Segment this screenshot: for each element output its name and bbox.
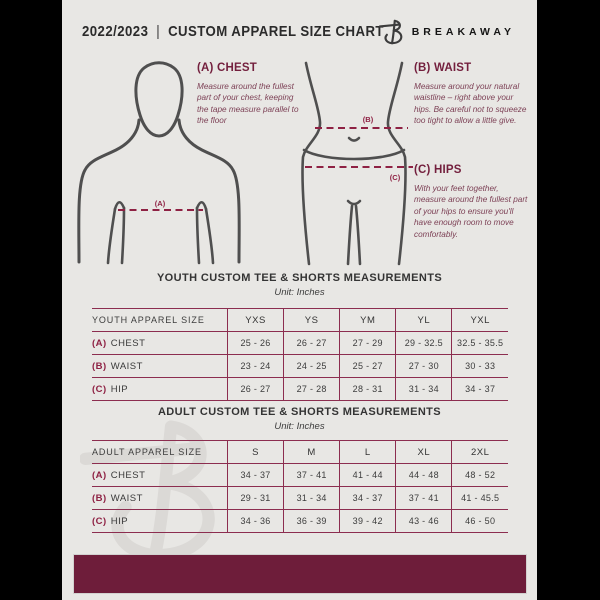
measurement-name: WAIST — [110, 360, 143, 372]
measurement-value: 31 - 34 — [284, 487, 340, 510]
measurement-name: WAIST — [110, 492, 143, 504]
left-armpit — [115, 202, 124, 209]
right-shoulder-arm — [179, 120, 239, 262]
size-column-header: 2XL — [452, 441, 508, 464]
brand-name: BREAKAWAY — [411, 26, 515, 38]
waist-line-label: (B) — [362, 115, 374, 124]
youth-size-table — [92, 308, 508, 401]
breakaway-b-logo-icon — [379, 18, 405, 46]
measurement-value: 34 - 37 — [452, 378, 508, 401]
measurement-label — [92, 510, 228, 533]
chest-body-text: Measure around the fullest part of your chest, keeping the tape measure parallel to the floor — [197, 82, 299, 126]
table-header-row — [92, 309, 508, 332]
waist-instructions — [414, 62, 530, 127]
page-title — [82, 23, 384, 40]
measurement-value: 41 - 45.5 — [452, 487, 508, 510]
measurement-value: 31 - 34 — [396, 378, 452, 401]
measurement-row — [92, 510, 508, 533]
left-shoulder-arm — [79, 120, 139, 262]
right-torso-side — [197, 208, 199, 263]
chest-instructions — [197, 62, 301, 127]
measurement-value: 41 - 44 — [340, 464, 396, 487]
adult-size-table — [92, 440, 508, 533]
measurement-value: 43 - 46 — [396, 510, 452, 533]
hips-body-text: With your feet together, measure around the fullest part of your hips to ensure you'll have enough room to move comfortably. — [414, 184, 528, 239]
brand-lockup — [379, 18, 515, 46]
measurement-name: HIP — [110, 515, 129, 527]
measurement-row — [92, 332, 508, 355]
waist-heading: (B) WAIST — [414, 62, 472, 74]
measurement-value: 27 - 29 — [340, 332, 396, 355]
youth-section-title: YOUTH CUSTOM TEE & SHORTS MEASUREMENTS — [156, 272, 443, 284]
measurement-letter: (C) — [92, 515, 107, 527]
hips-heading: (C) HIPS — [414, 164, 462, 176]
size-column-header: S — [228, 441, 284, 464]
adult-section-title: ADULT CUSTOM TEE & SHORTS MEASUREMENTS — [157, 406, 442, 418]
measurement-row — [92, 355, 508, 378]
size-column-header: YL — [396, 309, 452, 332]
measurement-label — [92, 487, 228, 510]
left-torso-side — [122, 208, 124, 263]
hip-curve — [304, 150, 404, 159]
crotch-curve — [348, 201, 360, 204]
measurement-letter: (B) — [92, 360, 107, 372]
size-column-header: M — [284, 441, 340, 464]
size-column-header: L — [340, 441, 396, 464]
adult-unit-label: Unit: Inches — [274, 421, 325, 432]
size-column-header: YXL — [452, 309, 508, 332]
size-column-header: XL — [396, 441, 452, 464]
measurement-value: 23 - 24 — [228, 355, 284, 378]
measurement-label — [92, 464, 228, 487]
head-outline — [136, 63, 182, 136]
table-header-row — [92, 441, 508, 464]
measurement-value: 48 - 52 — [452, 464, 508, 487]
size-chart-page — [62, 0, 537, 600]
measurement-label — [92, 378, 228, 401]
hips-line-label: (C) — [389, 173, 401, 182]
title-divider: | — [156, 23, 161, 40]
measurement-row — [92, 378, 508, 401]
measurement-label — [92, 332, 228, 355]
measurement-value: 26 - 27 — [228, 378, 284, 401]
measurement-value: 29 - 32.5 — [396, 332, 452, 355]
measurement-value: 46 - 50 — [452, 510, 508, 533]
right-inner-leg — [356, 206, 360, 264]
measurement-letter: (A) — [92, 337, 107, 349]
measurement-value: 27 - 30 — [396, 355, 452, 378]
chest-line-label: (A) — [154, 199, 166, 208]
measurement-letter: (C) — [92, 383, 107, 395]
measurement-value: 37 - 41 — [396, 487, 452, 510]
youth-unit-label: Unit: Inches — [274, 287, 325, 298]
navel-mark — [349, 138, 359, 141]
left-inner-leg — [348, 206, 352, 264]
measurement-row — [92, 464, 508, 487]
measurement-value: 34 - 36 — [228, 510, 284, 533]
right-armpit — [197, 202, 206, 209]
measurement-row — [92, 487, 508, 510]
size-column-header: YM — [340, 309, 396, 332]
hips-instructions — [414, 164, 530, 240]
measurement-name: HIP — [110, 383, 129, 395]
left-hip-leg-outline — [302, 63, 320, 264]
measurement-value: 28 - 31 — [340, 378, 396, 401]
edition-year: 2022/2023 — [82, 23, 149, 40]
right-inner-arm — [206, 209, 213, 263]
measurement-value: 25 - 27 — [340, 355, 396, 378]
measurement-value: 27 - 28 — [284, 378, 340, 401]
measurement-value: 44 - 48 — [396, 464, 452, 487]
measurement-value: 24 - 25 — [284, 355, 340, 378]
left-inner-arm — [108, 209, 115, 263]
apparel-size-header: ADULT APPAREL SIZE — [92, 441, 228, 464]
measurement-value: 37 - 41 — [284, 464, 340, 487]
measurement-label — [92, 355, 228, 378]
measurement-value: 30 - 33 — [452, 355, 508, 378]
size-column-header: YS — [284, 309, 340, 332]
chest-heading: (A) CHEST — [197, 62, 257, 74]
measurement-letter: (A) — [92, 469, 107, 481]
apparel-size-header: YOUTH APPAREL SIZE — [92, 309, 228, 332]
lower-body-diagram — [294, 60, 414, 267]
right-hip-leg-outline — [388, 63, 406, 264]
measurement-name: CHEST — [110, 337, 146, 349]
measurement-value: 29 - 31 — [228, 487, 284, 510]
footer-accent-bar — [73, 554, 527, 594]
size-column-header: YXS — [228, 309, 284, 332]
measurement-value: 26 - 27 — [284, 332, 340, 355]
measurement-value: 39 - 42 — [340, 510, 396, 533]
measurement-value: 34 - 37 — [340, 487, 396, 510]
measurement-value: 34 - 37 — [228, 464, 284, 487]
chart-title: CUSTOM APPAREL SIZE CHART — [168, 23, 384, 40]
measurement-letter: (B) — [92, 492, 107, 504]
measurement-value: 36 - 39 — [284, 510, 340, 533]
measurement-value: 32.5 - 35.5 — [452, 332, 508, 355]
measurement-name: CHEST — [110, 469, 146, 481]
waist-body-text: Measure around your natural waistline – right above your hips. Be careful not to squeeze too tight to allow a little give. — [414, 82, 527, 126]
measurement-value: 25 - 26 — [228, 332, 284, 355]
